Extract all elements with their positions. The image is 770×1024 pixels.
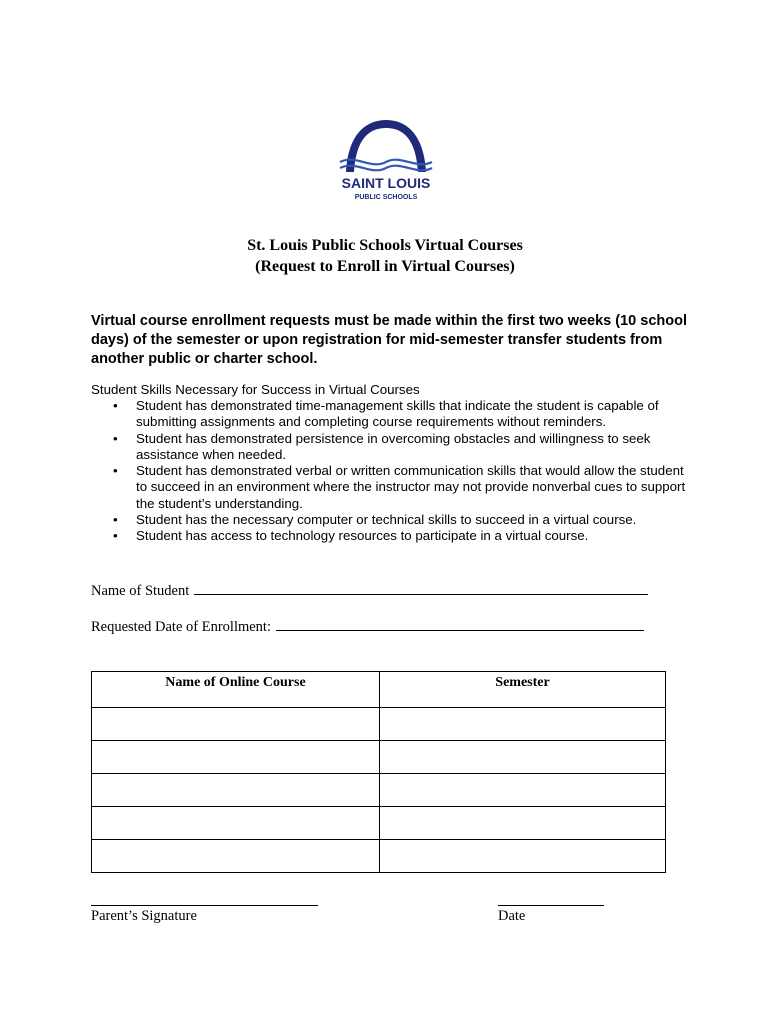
student-name-input-line[interactable] [194, 582, 648, 595]
skill-text: Student has demonstrated persistence in overcoming obstacles and willingness to seek assistance when needed. [136, 430, 651, 462]
course-name-header: Name of Online Course [92, 672, 380, 708]
semester-cell[interactable] [380, 807, 666, 840]
semester-cell[interactable] [380, 741, 666, 774]
student-name-label: Name of Student [91, 583, 190, 599]
bullet-icon: • [113, 430, 118, 446]
bullet-icon: • [113, 512, 118, 528]
list-item [91, 431, 691, 464]
course-name-cell[interactable] [92, 774, 380, 807]
document-title: St. Louis Public Schools Virtual Courses [247, 237, 523, 254]
list-item [91, 512, 691, 528]
gateway-arch-logo-graphic [326, 114, 446, 206]
parent-signature-label: Parent’s Signature [91, 908, 197, 924]
enrollment-date-field [91, 618, 644, 636]
table-header-row [92, 672, 666, 708]
table-row [92, 840, 666, 873]
online-course-table [91, 671, 666, 873]
table-row [92, 741, 666, 774]
bullet-icon: • [113, 463, 118, 479]
list-item [91, 528, 691, 544]
logo-name-line1: SAINT LOUIS [341, 175, 431, 191]
enrollment-date-input-line[interactable] [276, 618, 644, 631]
semester-cell[interactable] [380, 774, 666, 807]
course-name-cell[interactable] [92, 807, 380, 840]
semester-cell[interactable] [380, 708, 666, 741]
skill-text: Student has demonstrated verbal or written communication skills that would allow the student to succeed in an environment where the instructor may not provide nonverbal cues to support the student’s understanding. [136, 463, 686, 511]
table-row [92, 708, 666, 741]
student-name-field [91, 582, 648, 600]
list-item [91, 398, 691, 431]
course-name-cell[interactable] [92, 741, 380, 774]
skill-text: Student has access to technology resources to participate in a virtual course. [136, 528, 589, 544]
semester-cell[interactable] [380, 840, 666, 873]
list-item [91, 463, 691, 512]
saint-louis-public-schools-logo [326, 114, 446, 206]
course-name-cell[interactable] [92, 708, 380, 741]
bullet-icon: • [113, 528, 118, 544]
table-row [92, 807, 666, 840]
skills-heading: Student Skills Necessary for Success in Virtual Courses [91, 382, 420, 397]
enrollment-date-label: Requested Date of Enrollment: [91, 619, 271, 635]
table-row [92, 774, 666, 807]
date-label: Date [498, 908, 526, 924]
logo-name-line2: PUBLIC SCHOOLS [354, 194, 418, 201]
skill-text: Student has the necessary computer or technical skills to succeed in a virtual course. [136, 512, 637, 528]
enrollment-deadline-notice: Virtual course enrollment requests must be made within the first two weeks (10 school days) of the semester or upon registration for mid-semester transfer students from another public or charter school. [91, 313, 687, 367]
course-name-cell[interactable] [92, 840, 380, 873]
skills-list [91, 398, 691, 545]
document-subtitle: (Request to Enroll in Virtual Courses) [255, 258, 515, 275]
date-line[interactable] [498, 905, 604, 906]
bullet-icon: • [113, 398, 118, 413]
skill-text: Student has demonstrated time-management skills that indicate the student is capable of submitting assignments and completing course requirements without reminders. [136, 398, 659, 430]
semester-header: Semester [380, 672, 666, 708]
parent-signature-line[interactable] [91, 905, 318, 906]
